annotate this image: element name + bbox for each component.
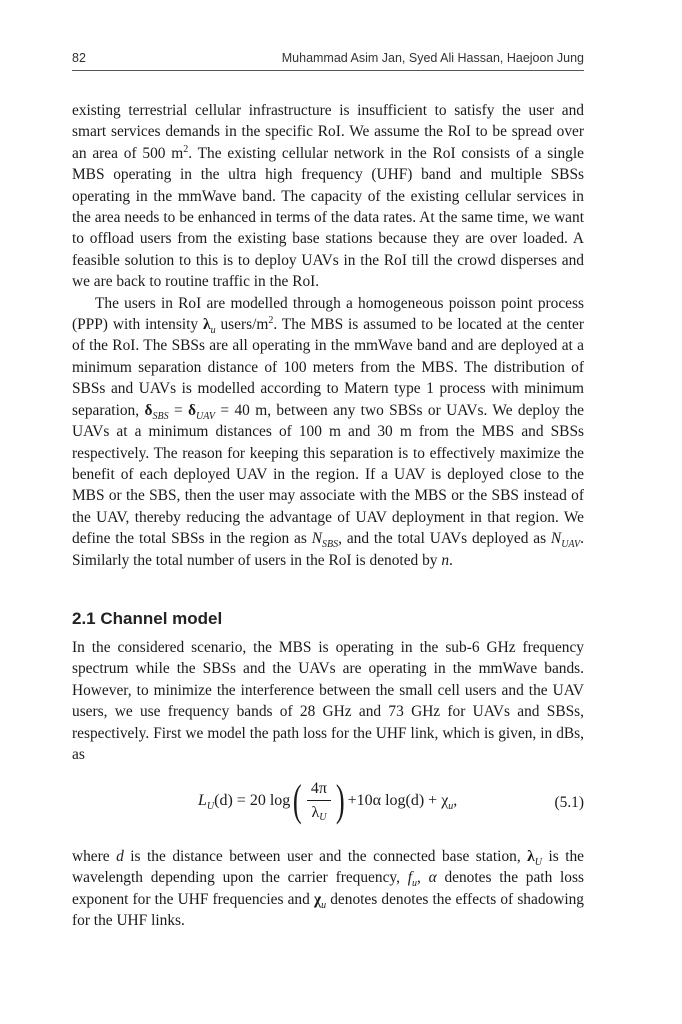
left-paren: (: [293, 776, 302, 825]
paragraph-3: In the considered scenario, the MBS is operating in the sub-6 GHz frequency spectrum while the SBSs and the UAVs are operating in the mmWave bands. However, to minimize the interference between the small cell users and the UAV users, we use frequency bands of 28 GHz and 73 GHz for UAVs and SBSs, respectively. First we model the path loss for the UHF link, which is given, in dBs, as: [72, 639, 584, 764]
equation-number: (5.1): [554, 794, 584, 811]
paragraph-4: where d is the distance between user and the connected base station, $\lambda_U$ is the wavelength depending upon the carrier frequency, $f_u$, α denotes the path loss exponent for the UHF frequencies and $\chi_u$ denotes denotes the effects of shadowing for the UHF links.: [72, 848, 585, 930]
header-rule: [72, 70, 584, 71]
eq-rhs-end: ,: [453, 792, 458, 810]
body-text-3: [72, 846, 584, 932]
eq-frac-den: λ: [311, 803, 320, 821]
eq-lhs-sub: U: [206, 801, 215, 813]
paragraph-1: existing terrestrial cellular infrastructure is insufficient to satisfy the user and smart services demands in the specific RoI. We assume the RoI to be spread over an area of 500 $m^2$. The existing cellular network in the RoI consists of a single MBS operating in the ultra high frequency (UHF) band and multiple SBSs operating in the mmWave band. The capacity of the existing cellular services in the area needs to be enhanced in terms of the data rates. At the same time, we want to offload users from the existing base stations because they are over loaded. A feasible solution to this is to deploy UAVs in the RoI till the crowd disperses and we are back to routine traffic in the RoI.: [72, 102, 584, 291]
body-text-2: [72, 637, 584, 765]
body-text: [72, 100, 584, 571]
header-authors: Muhammad Asim Jan, Syed Ali Hassan, Haejoon Jung: [281, 51, 584, 65]
eq-lhs: L: [198, 791, 207, 809]
eq-fraction: [307, 780, 331, 824]
equation-5-1: [72, 776, 584, 836]
eq-frac-num: 4π: [307, 780, 331, 801]
eq-rhs: +10α log(d) + χ: [347, 792, 449, 810]
running-header: [72, 51, 584, 71]
section-heading: 2.1 Channel model: [72, 609, 223, 628]
eq-frac-den-sub: U: [319, 812, 327, 824]
right-paren: ): [335, 776, 345, 825]
page-number: 82: [72, 51, 86, 65]
paragraph-2: The users in RoI are modelled through a homogeneous poisson point process (PPP) with intensity $\lambda_u$ users/$m^2$. The MBS is assumed to be located at the center of the RoI. The SBSs are all operating in the mmWave band and are deployed at a minimum separation distance of 100 meters from the MBS. The distribution of SBSs and UAVs is modelled according to Matern type 1 process with minimum separation, $\delta_{SBS} = \delta_{UAV} = 40$ m, between any two SBSs or UAVs. We deploy the UAVs at a minimum distances of 100 m and 30 m from the MBS and SBSs respectively. The reason for keeping this separation is to effectively maximize the benefit of each deployed UAV in the region. If a UAV is deployed close to the MBS or the SBS, then the user may associate with the MBS or the SBS instead of the UAV, thereby reducing the advantage of UAV deployment in that region. We define the total SBSs in the region as $N_{SBS}$, and the total UAVs deployed as $N_{UAV}$. Similarly the total number of users in the RoI is denoted by n.: [72, 294, 584, 569]
eq-lhs-arg: (d) = 20 log: [214, 792, 291, 810]
eq-rhs-sub: u: [448, 801, 454, 813]
equation-body: [198, 776, 457, 836]
eq-frac-den-wrap: [307, 801, 331, 824]
